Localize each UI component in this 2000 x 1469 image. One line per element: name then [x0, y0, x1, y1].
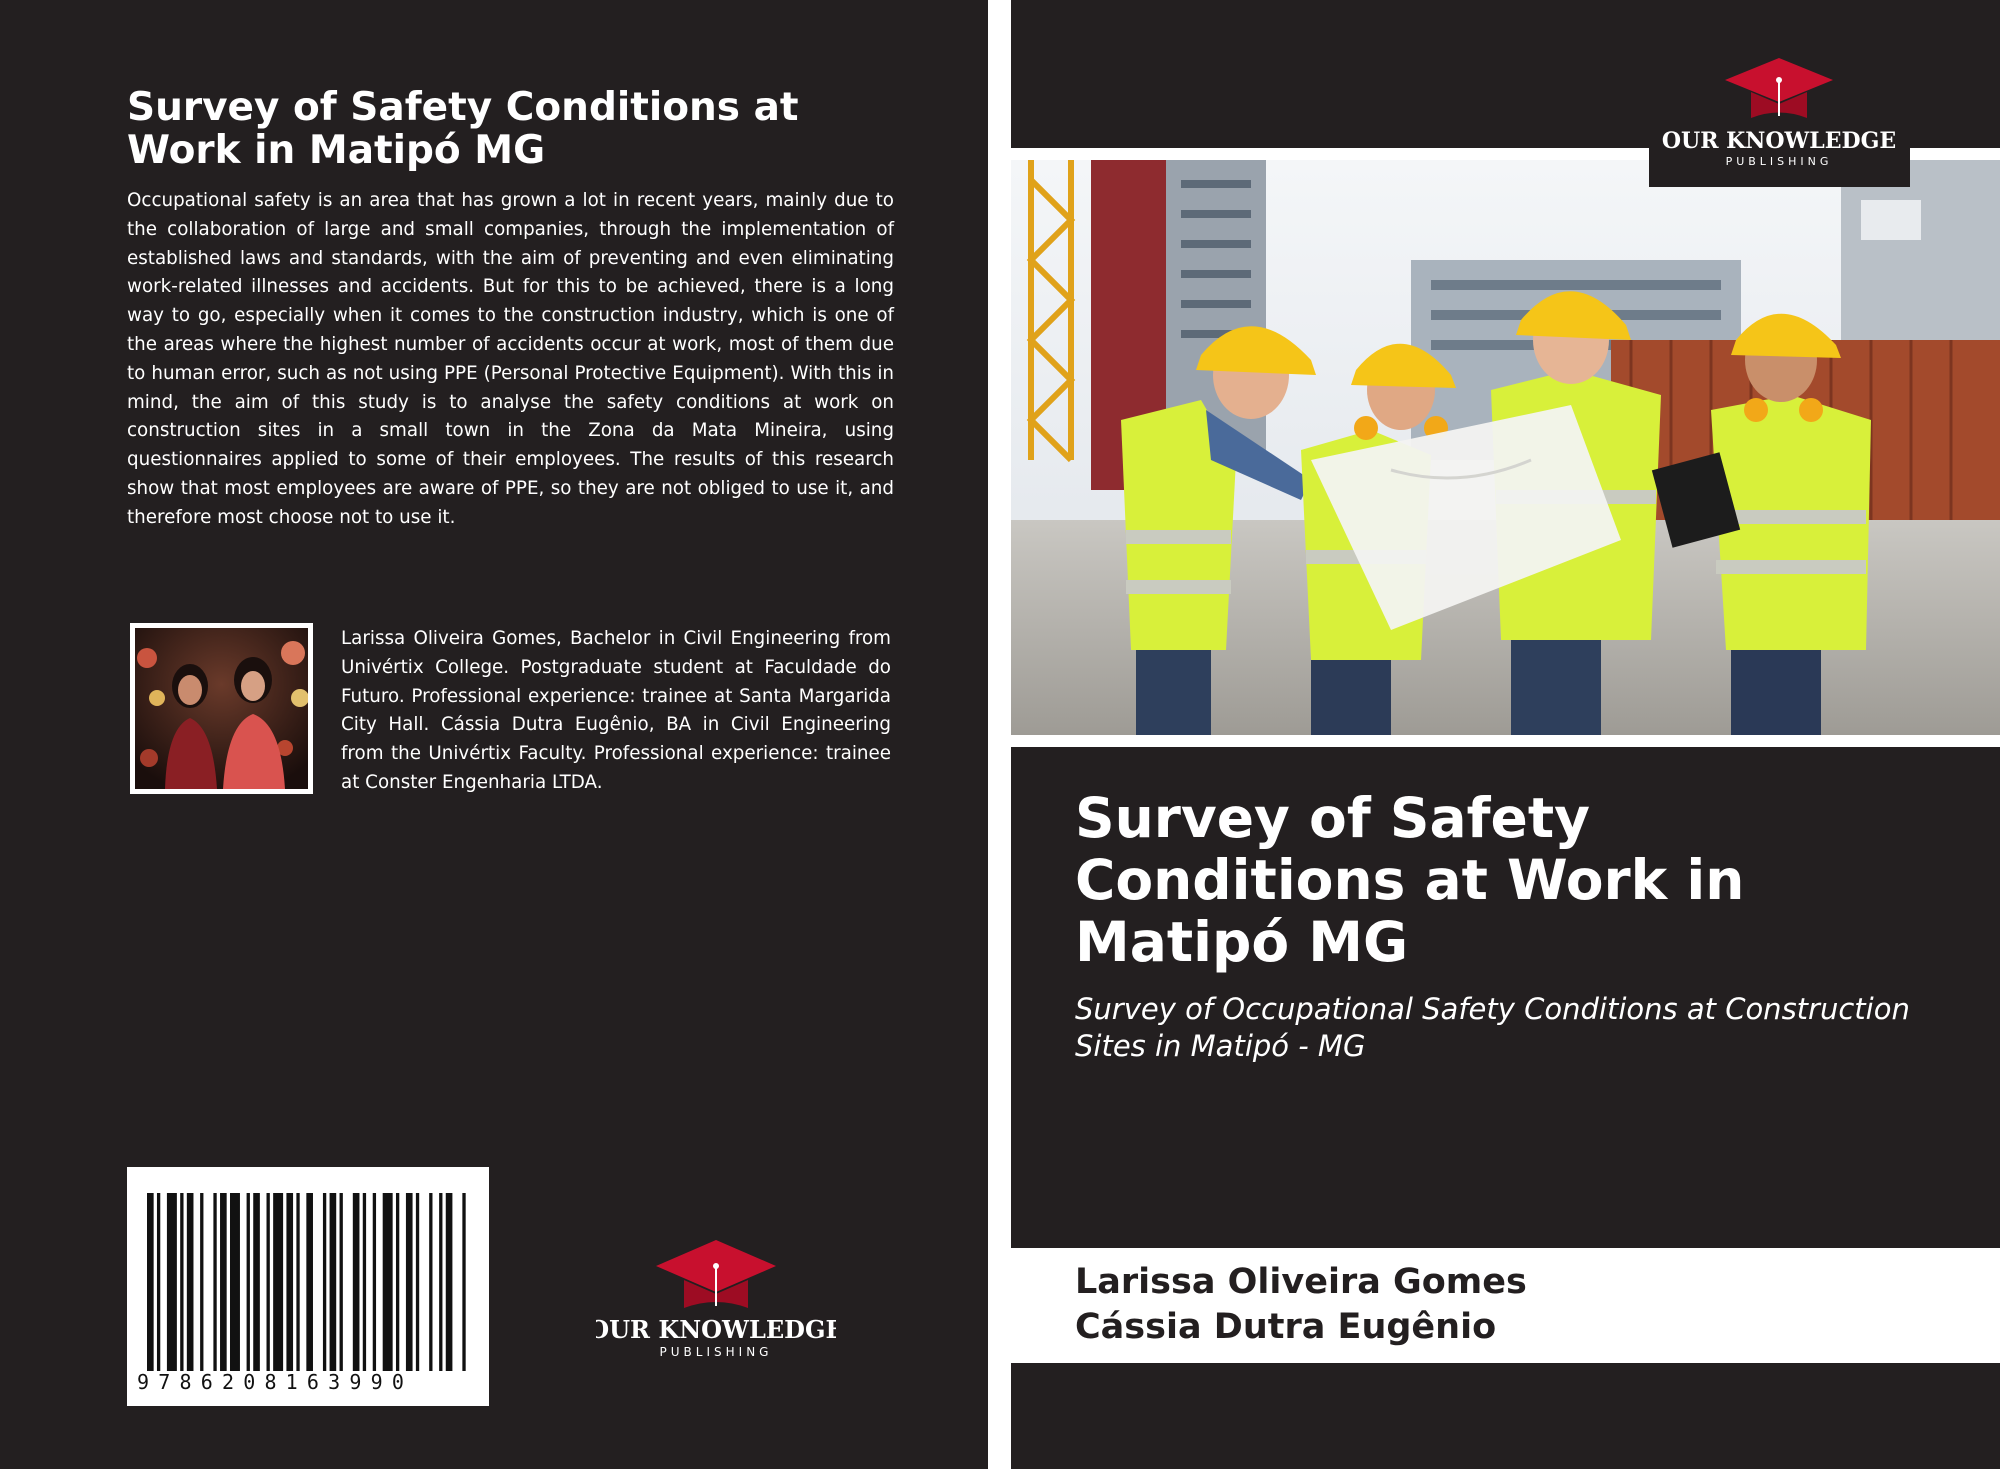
back-cover-title: Survey of Safety Conditions at Work in Matipó MG: [127, 85, 799, 173]
front-cover-title: Survey of Safety Conditions at Work in Matipó MG: [1075, 786, 1745, 974]
isbn-barcode: [127, 1167, 489, 1406]
front-bottom-band: [1011, 1363, 2000, 1469]
author-bio: Larissa Oliveira Gomes, Bachelor in Civil Engineering from Univértix College. Postgraduate student at Faculdade do Futuro. Professional experience: trainee at Santa Margarida City Hall. Cássia Dutra Eugênio, BA in Civil Engineering from the Univértix Faculty. Professional experience: trainee at Conster Engenharia LTDA.: [341, 628, 891, 793]
mortarboard-icon: [656, 1240, 776, 1308]
publisher-name: OUR KNOWLEDGE: [1661, 128, 1897, 154]
mortarboard-icon: [1725, 58, 1833, 118]
back-cover: [0, 0, 988, 1469]
authors-portrait-photo: [130, 623, 313, 794]
author-name: Cássia Dutra Eugênio: [1075, 1307, 1497, 1347]
author-name: Larissa Oliveira Gomes: [1075, 1262, 1527, 1302]
front-cover-subtitle: Survey of Occupational Safety Conditions at Construction Sites in Matipó - MG: [1075, 992, 1910, 1063]
construction-workers-photo: [1011, 160, 2000, 735]
isbn-digits: 9786208163990: [137, 1370, 414, 1394]
publisher-logo-front: [1649, 36, 1910, 187]
back-cover-blurb: Occupational safety is an area that has grown a lot in recent years, mainly due to the collaboration of large and small companies, through the implementation of established laws and standards, with the aim of preventing and even eliminating work-related illnesses and accidents. But for this to be achieved, there is a long way to go, especially when it comes to the construction industry, which is one of the areas where the highest number of accidents occur at work, most of them due to human error, such as not using PPE (Personal Protective Equipment). With this in mind, the aim of this study is to analyse the safety conditions at work on construction sites in a small town in the Zona da Mata Mineira, using questionnaires applied to some of their employees. The results of this research show that most employees are aware of PPE, so they are not obliged to use it, and therefore most choose not to use it.: [127, 190, 894, 528]
publisher-logo-back: [596, 1236, 836, 1361]
spine-gap: [988, 0, 1011, 1469]
publisher-name: OUR KNOWLEDGE: [596, 1315, 836, 1344]
publisher-tagline: PUBLISHING: [659, 1345, 773, 1359]
authors-band: [1011, 1248, 2000, 1363]
barcode-bars: [147, 1193, 469, 1371]
publisher-tagline: PUBLISHING: [1725, 155, 1833, 168]
front-title-band: [1011, 747, 2000, 1248]
